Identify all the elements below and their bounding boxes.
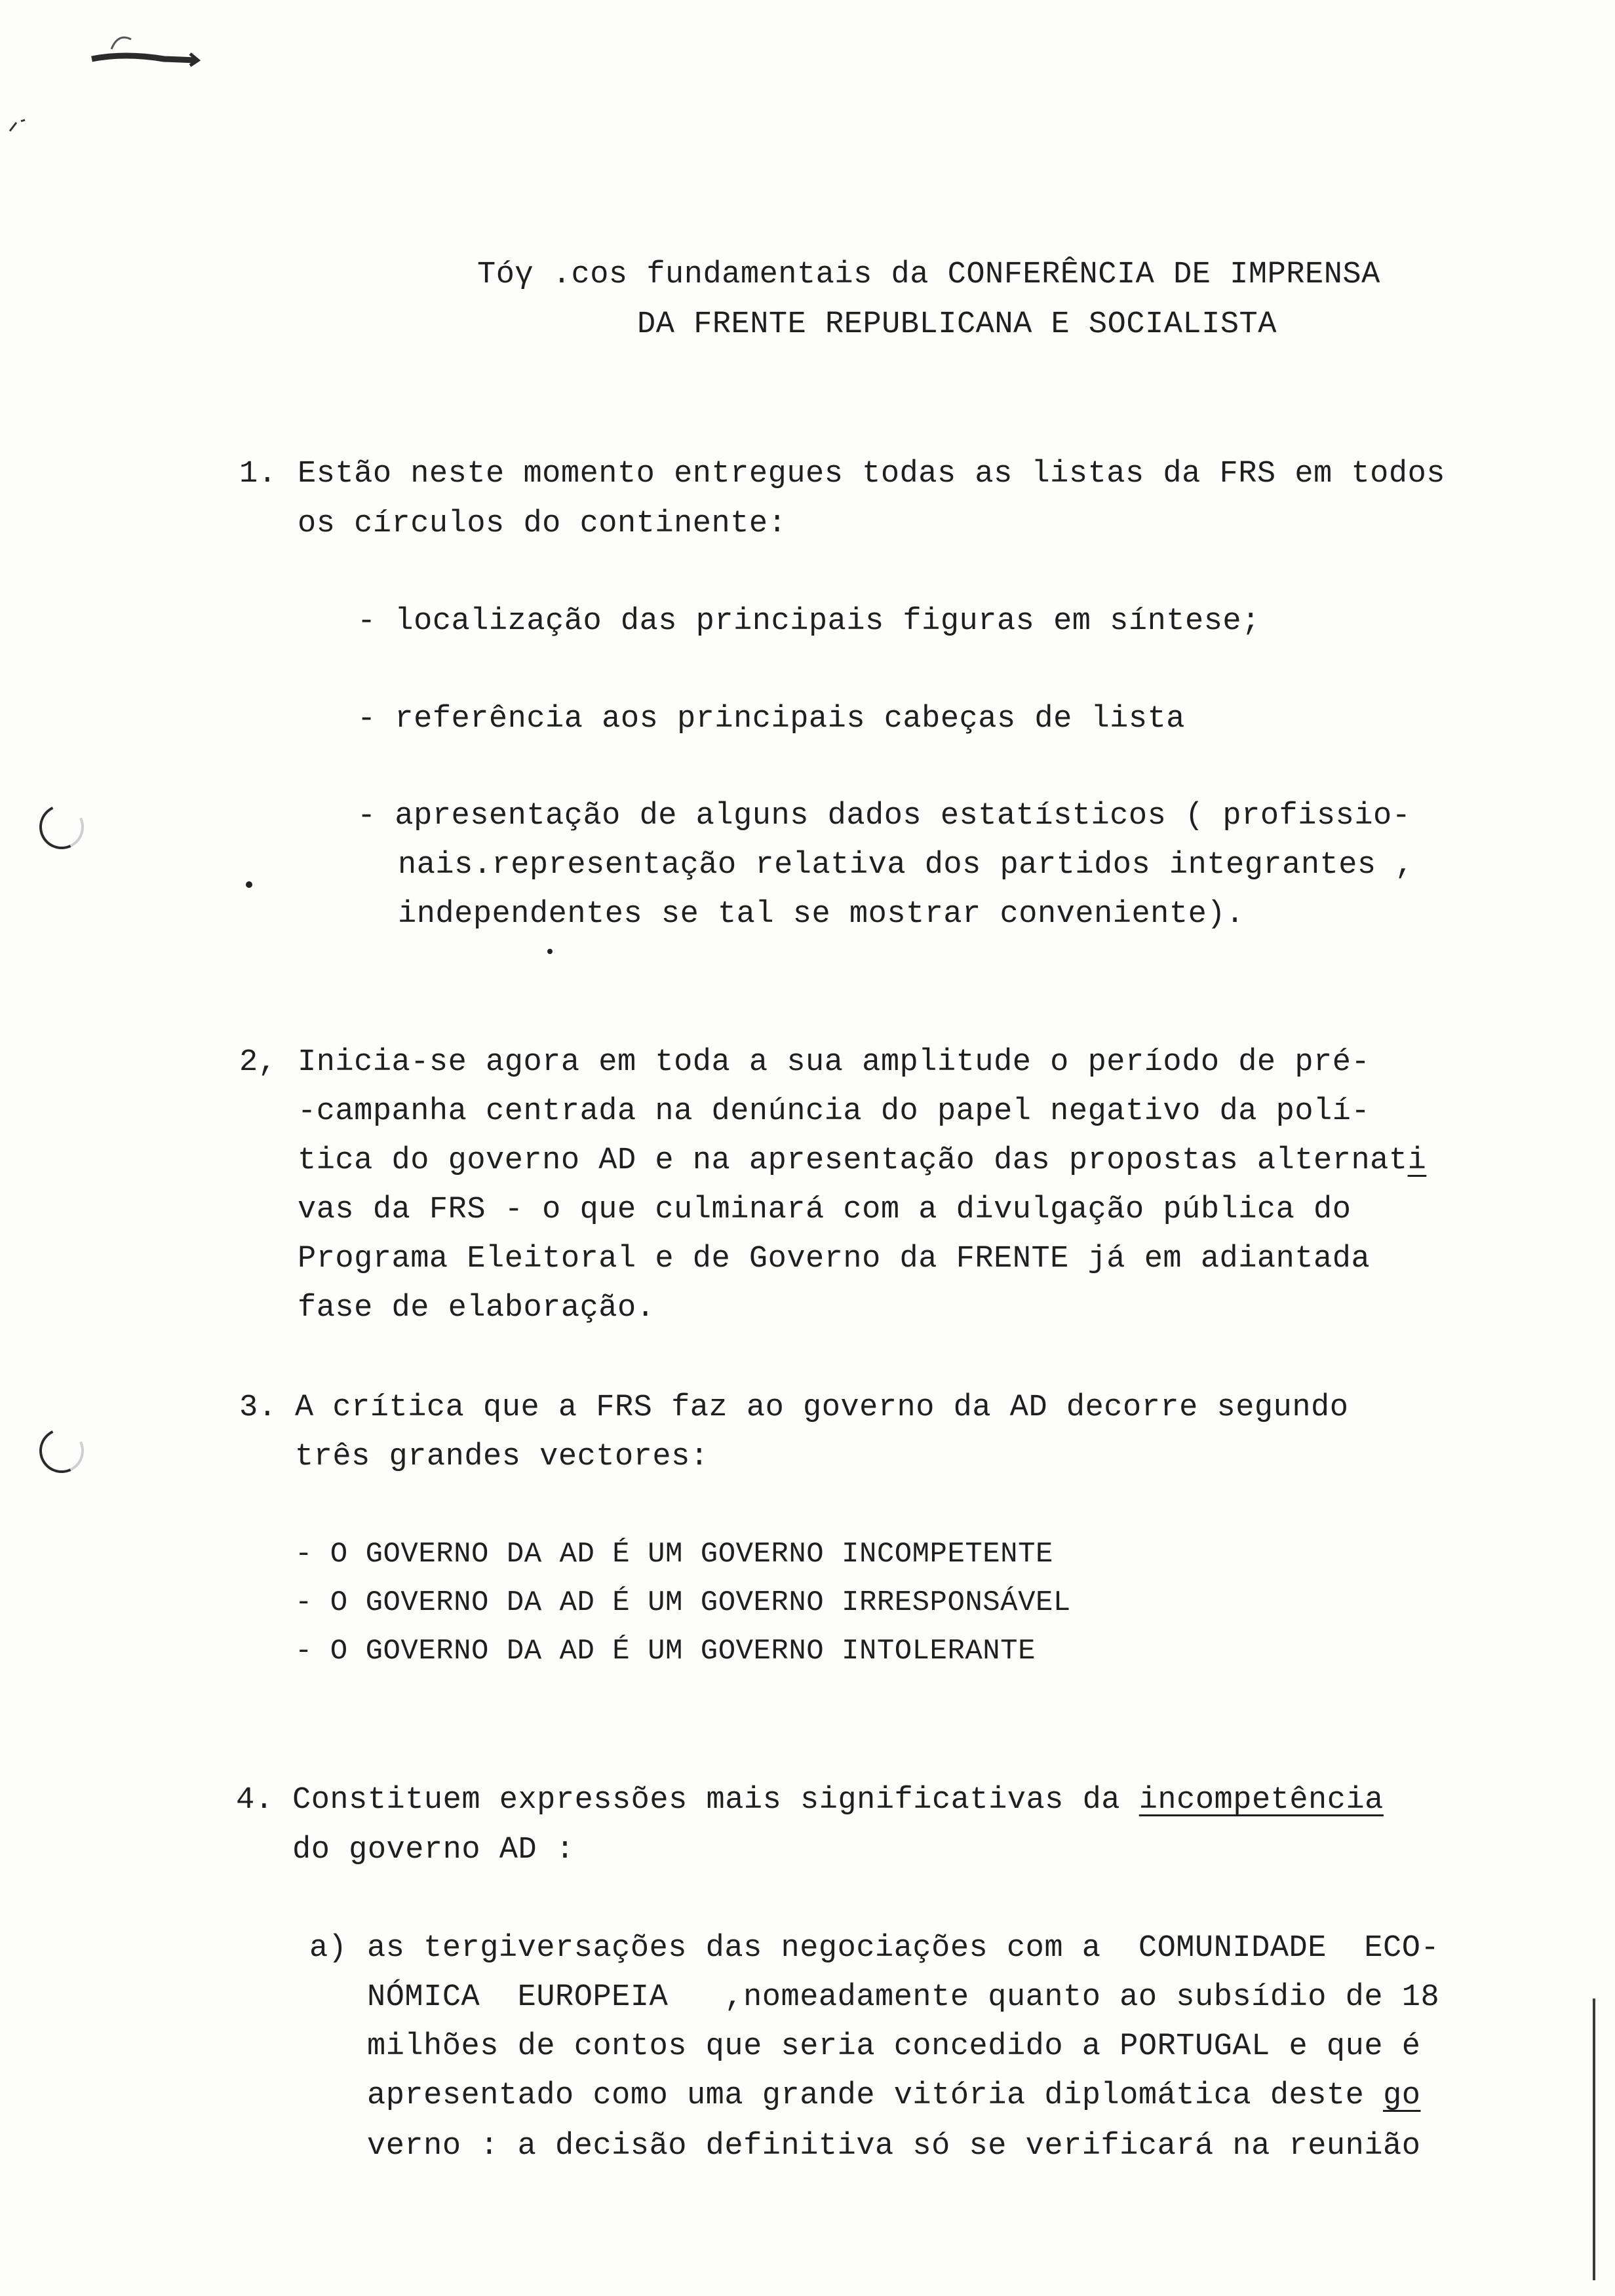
paragraph-line: NÓMICA EUROPEIA ,nomeadamente quanto ao subsídio de 18 [367, 1980, 1440, 2015]
paragraph-line: Inicia-se agora em toda a sua amplitude o período de pré- [298, 1045, 1371, 1080]
paragraph-line: os círculos do continente: [298, 507, 787, 541]
bullet-item: - referência aos principais cabeças de lista [357, 702, 1186, 737]
vector-item: - O GOVERNO DA AD É UM GOVERNO INCOMPETENTE [295, 1538, 1053, 1571]
item-number: 2, [239, 1045, 277, 1080]
paragraph-line: do governo AD : [292, 1833, 575, 1867]
bullet-continuation: independentes se tal se mostrar conveniente). [398, 897, 1245, 932]
vector-item: - O GOVERNO DA AD É UM GOVERNO IRRESPONSÁVEL [295, 1586, 1071, 1619]
dot-mark-icon [246, 881, 252, 888]
underlined-text: incompetência [1138, 1783, 1384, 1818]
item-number: 4. [236, 1783, 274, 1818]
title-line-1: Tóγ .cos fundamentais da CONFERÊNCIA DE IMPRENSA [477, 258, 1380, 292]
vector-item: - O GOVERNO DA AD É UM GOVERNO INTOLERANTE [295, 1635, 1036, 1668]
paragraph-line: três grandes vectores: [295, 1440, 709, 1474]
paragraph-line: A crítica que a FRS faz ao governo da AD decorre segundo [295, 1390, 1349, 1425]
scan-edge-line [1593, 1999, 1595, 2280]
text-run: apresentado como uma grande vitória diplomática deste [367, 2078, 1384, 2113]
dot-mark-icon [547, 949, 553, 954]
bullet-item: - localização das principais figuras em síntese; [357, 604, 1260, 639]
paragraph-line [367, 2080, 1420, 2111]
punch-hole-icon [33, 798, 90, 855]
text-run: Constituem expressões mais significativas da [292, 1783, 1139, 1818]
underlined-text: go [1383, 2078, 1421, 2113]
punch-hole-icon [33, 1422, 90, 1479]
item-number: 3. [239, 1390, 277, 1425]
paragraph-line: Programa Eleitoral e de Governo da FRENTE já em adiantada [298, 1242, 1371, 1276]
paragraph-line: fase de elaboração. [298, 1291, 655, 1326]
paragraph-line [298, 1145, 1426, 1176]
title-line-2: DA FRENTE REPUBLICANA E SOCIALISTA [637, 307, 1277, 342]
bullet-continuation: nais.representação relativa dos partidos integrantes , [398, 848, 1414, 883]
paragraph-line [292, 1785, 1384, 1816]
scan-mark-icon [85, 13, 203, 72]
underlined-text: i [1407, 1143, 1427, 1178]
scan-mark-icon [7, 115, 33, 134]
bullet-item: - apresentação de alguns dados estatísticos ( profissio- [357, 799, 1411, 833]
paragraph-line: verno : a decisão definitiva só se verificará na reunião [367, 2129, 1421, 2164]
item-number: 1. [239, 457, 277, 491]
text-run: tica do governo AD e na apresentação das propostas alternat [298, 1143, 1408, 1178]
paragraph-line: milhões de contos que seria concedido a PORTUGAL e que é [367, 2029, 1421, 2064]
paragraph-line: Estão neste momento entregues todas as listas da FRS em todos [298, 457, 1445, 491]
sub-item-label: a) [309, 1931, 347, 1966]
paragraph-line: -campanha centrada na denúncia do papel negativo da polí- [298, 1094, 1371, 1129]
paragraph-line: as tergiversações das negociações com a COMUNIDADE ECO- [367, 1931, 1440, 1966]
paragraph-line: vas da FRS - o que culminará com a divulgação pública do [298, 1193, 1352, 1227]
